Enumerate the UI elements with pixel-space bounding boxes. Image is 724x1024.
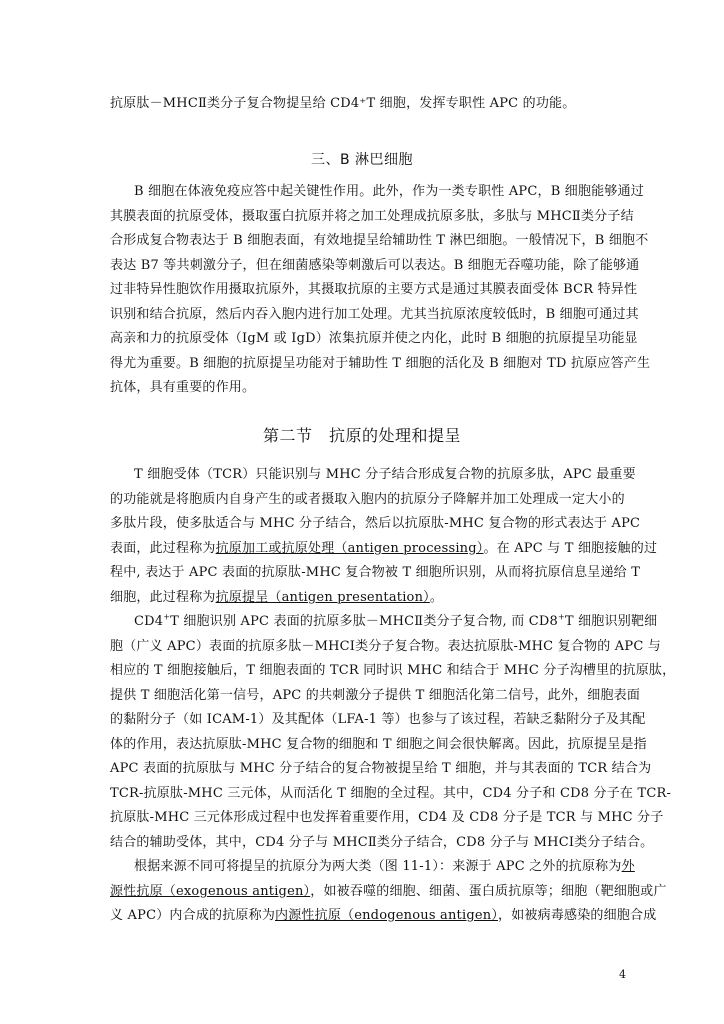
text-line: 的功能就是将胞质内自身产生的或者摄取入胞内的抗原分子降解并加工处理成一定大小的 (110, 492, 625, 507)
text-line: APC 表面的抗原肽与 MHC 分子结合的复合物被提呈给 T 细胞，并与其表面的 TCR 结合为 (110, 761, 652, 776)
superscript-plus: + (163, 612, 171, 622)
text-line (134, 858, 635, 876)
text-line: 高亲和力的抗原受体（IgM 或 IgD）浓集抗原并使之内化，此时 B 细胞的抗原提呈功能显 (110, 331, 638, 346)
term-endogenous-antigen: 内源性抗原（endogenous antigen） (275, 908, 499, 923)
term-antigen-processing: 抗原加工或抗原处理（antigen processing） (215, 541, 484, 556)
text-line: 表达 B7 等共刺激分子，但在细菌感染等刺激后可以表达。B 细胞无吞噬功能，除了能够通 (110, 258, 640, 273)
text-run: 。在 APC 与 T 细胞接触的过 (483, 541, 658, 556)
term-exogenous-antigen: 外 (621, 859, 635, 874)
text-line: 相应的 T 细胞接触后，T 细胞表面的 TCR 同时识 MHC 和结合于 MHC 分子沟槽里的抗原肽， (110, 663, 676, 678)
text-line: 抗体，具有重要的作用。 (110, 380, 256, 395)
text-line: T 细胞受体（TCR）只能识别与 MHC 分子结合形成复合物的抗原多肽，APC 最重要 (134, 467, 636, 482)
text-line: 体的作用，表达抗原肽-MHC 复合物的细胞和 T 细胞之间会很快解离。因此，抗原提呈是指 (110, 737, 647, 752)
text-run: 。 (429, 590, 444, 605)
text-line (110, 907, 657, 925)
text-run: T 细胞识别靶细 (564, 614, 658, 629)
text-line (110, 883, 667, 901)
text-line: 提供 T 细胞活化第一信号，APC 的共刺激分子提供 T 细胞活化第二信号，此外，细胞表面 (110, 688, 641, 703)
superscript-plus: + (557, 612, 565, 622)
text-line: 合形成复合物表达于 B 细胞表面，有效地提呈给辅助性 T 淋巴细胞。一般情况下，B 细胞不 (110, 233, 649, 248)
text-line: 过非特异性胞饮作用摄取抗原外，其摄取抗原的主要方式是通过其膜表面受体 BCR 特异性 (110, 282, 638, 297)
text-line: 的黏附分子（如 ICAM-1）及其配体（LFA-1 等）也参与了该过程，若缺乏黏附分子及其配 (110, 712, 646, 727)
text-run: ，如被病毒感染的细胞合成 (498, 908, 657, 923)
text-line: 抗原肽－MHCⅡ类分子复合物提呈给 CD4⁺T 细胞，发挥专职性 APC 的功能。 (110, 96, 576, 111)
text-run: CD4 (134, 614, 164, 629)
text-line: 多肽片段，使多肽适合与 MHC 分子结合，然后以抗原肽-MHC 复合物的形式表达于 APC (110, 516, 641, 531)
text-line (110, 540, 658, 558)
text-line: 结合的辅助受体，其中，CD4 分子与 MHCⅡ类分子结合，CD8 分子与 MHCⅠ类分子结合。 (110, 835, 654, 850)
text-run: 细胞，此过程称为 (110, 590, 216, 605)
text-line: 抗原肽-MHC 三元体形成过程中也发挥着重要作用，CD4 及 CD8 分子是 TCR 与 MHC 分子 (110, 810, 664, 825)
text-line: B 细胞在体液免疫应答中起关键性作用。此外，作为一类专职性 APC，B 细胞能够通过 (134, 184, 644, 199)
text-run: 义 APC）内合成的抗原称为 (110, 908, 276, 923)
text-run: 表面，此过程称为 (110, 541, 216, 556)
text-line: TCR-抗原肽-MHC 三元体，从而活化 T 细胞的全过程。其中，CD4 分子和 CD8 分子在 TCR- (110, 786, 672, 801)
text-line (134, 612, 658, 631)
page-number: 4 (619, 968, 626, 981)
text-line (110, 589, 624, 607)
chapter-section-heading: 第二节 抗原的处理和提呈 (262, 426, 461, 445)
text-run: 根据来源不同可将提呈的抗原分为两大类（图 11-1）：来源于 APC 之外的抗原称为 (134, 859, 622, 874)
text-line: 得尤为重要。B 细胞的抗原提呈功能对于辅助性 T 细胞的活化及 B 细胞对 TD 抗原应答产生 (110, 356, 651, 371)
text-line: 识别和结合抗原，然后内吞入胞内进行加工处理。尤其当抗原浓度较低时，B 细胞可通过其 (110, 307, 639, 322)
term-antigen-presentation: 抗原提呈（antigen presentation） (215, 590, 430, 605)
text-run: T 细胞识别 APC 表面的抗原多肽－MHCⅡ类分子复合物, 而 CD8 (170, 614, 558, 629)
text-line: 胞（广义 APC）表面的抗原多肽－MHCⅠ类分子复合物。表达抗原肽-MHC 复合物的 APC 与 (110, 639, 662, 654)
text-run: ，如被吞噬的细胞、细菌、蛋白质抗原等；细胞（靶细胞或广 (310, 884, 667, 899)
text-line: 程中, 表达于 APC 表面的抗原肽-MHC 复合物被 T 细胞所识别，从而将抗原信息呈递给 T (110, 565, 641, 580)
section-heading-b-lymphocyte: 三、B 淋巴细胞 (310, 152, 414, 168)
text-line: 其膜表面的抗原受体，摄取蛋白抗原并将之加工处理成抗原多肽，多肽与 MHCⅡ类分子结 (110, 209, 634, 224)
term-exogenous-antigen: 源性抗原（exogenous antigen） (110, 884, 311, 899)
